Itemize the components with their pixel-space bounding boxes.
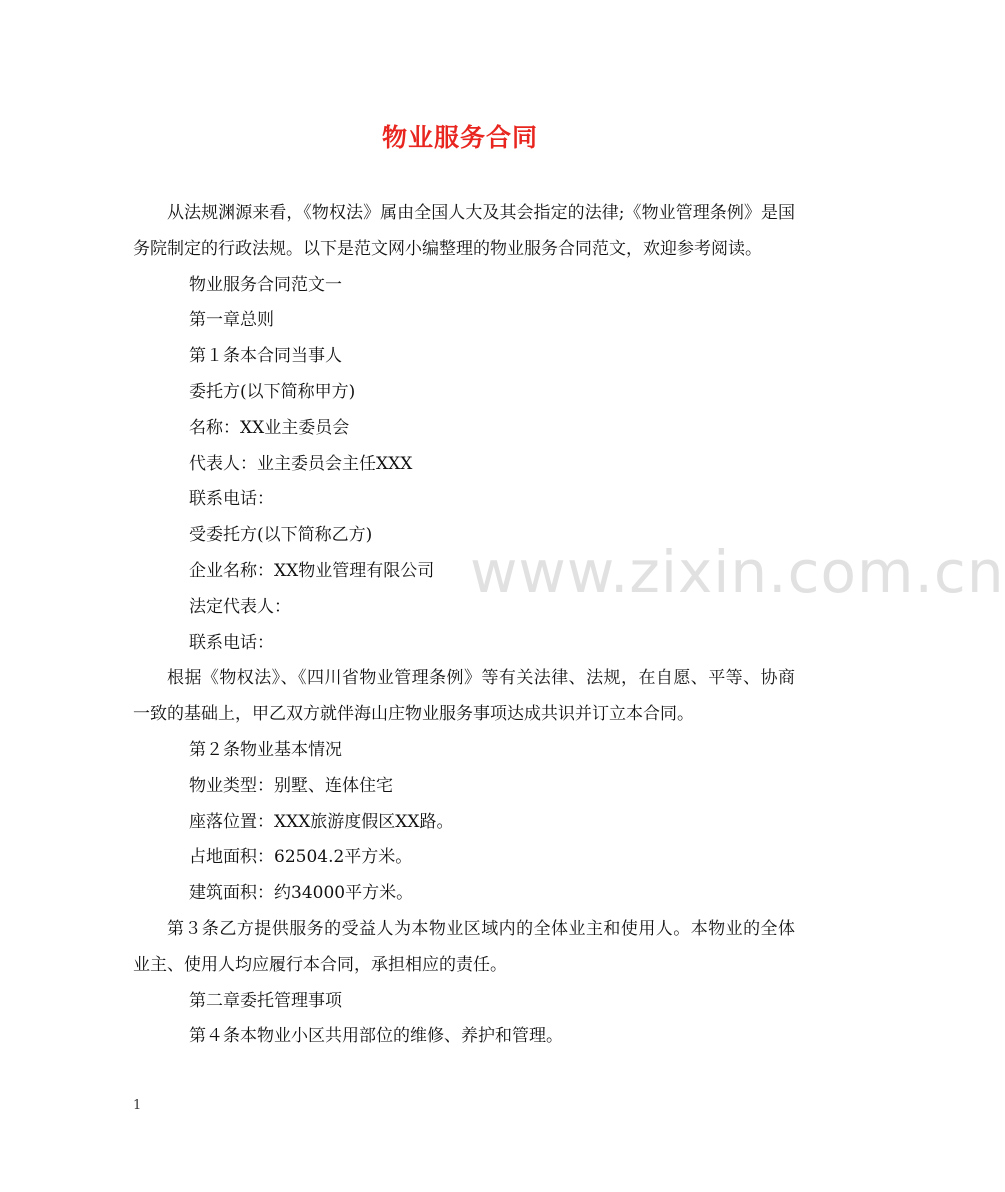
article-heading: 第２条物业基本情况 — [189, 739, 342, 760]
body-paragraph: 根据《物权法》、《四川省物业管理条例》等有关法律、法规，在自愿、平等、协商一致的基础上，甲乙双方就伴海山庄物业服务事项达成共识并订立本合同。 — [133, 668, 795, 725]
party-label: 委托方(以下简称甲方) — [189, 381, 356, 402]
property-location: 座落位置：XXX旅游度假区XX路。 — [189, 811, 454, 832]
building-area: 建筑面积：约34000平方米。 — [189, 883, 414, 904]
party-phone: 联系电话： — [189, 632, 274, 653]
party-phone: 联系电话： — [189, 489, 274, 510]
article-heading: 第４条本物业小区共用部位的维修、养护和管理。 — [189, 1026, 563, 1047]
article-heading: 第１条本合同当事人 — [189, 346, 342, 367]
land-area: 占地面积：62504.2平方米。 — [189, 847, 413, 868]
body-paragraph: 第３条乙方提供服务的受益人为本物业区域内的全体业主和使用人。本物业的全体业主、使用人均应履行本合同，承担相应的责任。 — [133, 918, 795, 975]
property-type: 物业类型：别墅、连体住宅 — [189, 775, 393, 796]
intro-paragraph: 从法规渊源来看，《物权法》属由全国人大及其会指定的法律;《物业管理条例》是国务院制定的行政法规。以下是范文网小编整理的物业服务合同范文，欢迎参考阅读。 — [133, 203, 795, 259]
page-number: 1 — [133, 1098, 142, 1113]
legal-representative: 法定代表人： — [189, 596, 291, 617]
party-label: 受委托方(以下简称乙方) — [189, 525, 373, 546]
section-heading: 物业服务合同范文一 — [189, 274, 342, 295]
document-body — [133, 196, 795, 1055]
company-name: 企业名称：XX物业管理有限公司 — [189, 560, 435, 581]
chapter-heading: 第二章委托管理事项 — [189, 990, 342, 1011]
party-name: 名称：XX业主委员会 — [189, 417, 350, 438]
watermark-text: www.zixin.com.cn — [470, 538, 1005, 606]
chapter-heading: 第一章总则 — [189, 310, 274, 331]
party-representative: 代表人：业主委员会主任XXX — [189, 453, 413, 474]
document-title: 物业服务合同 — [381, 123, 538, 152]
